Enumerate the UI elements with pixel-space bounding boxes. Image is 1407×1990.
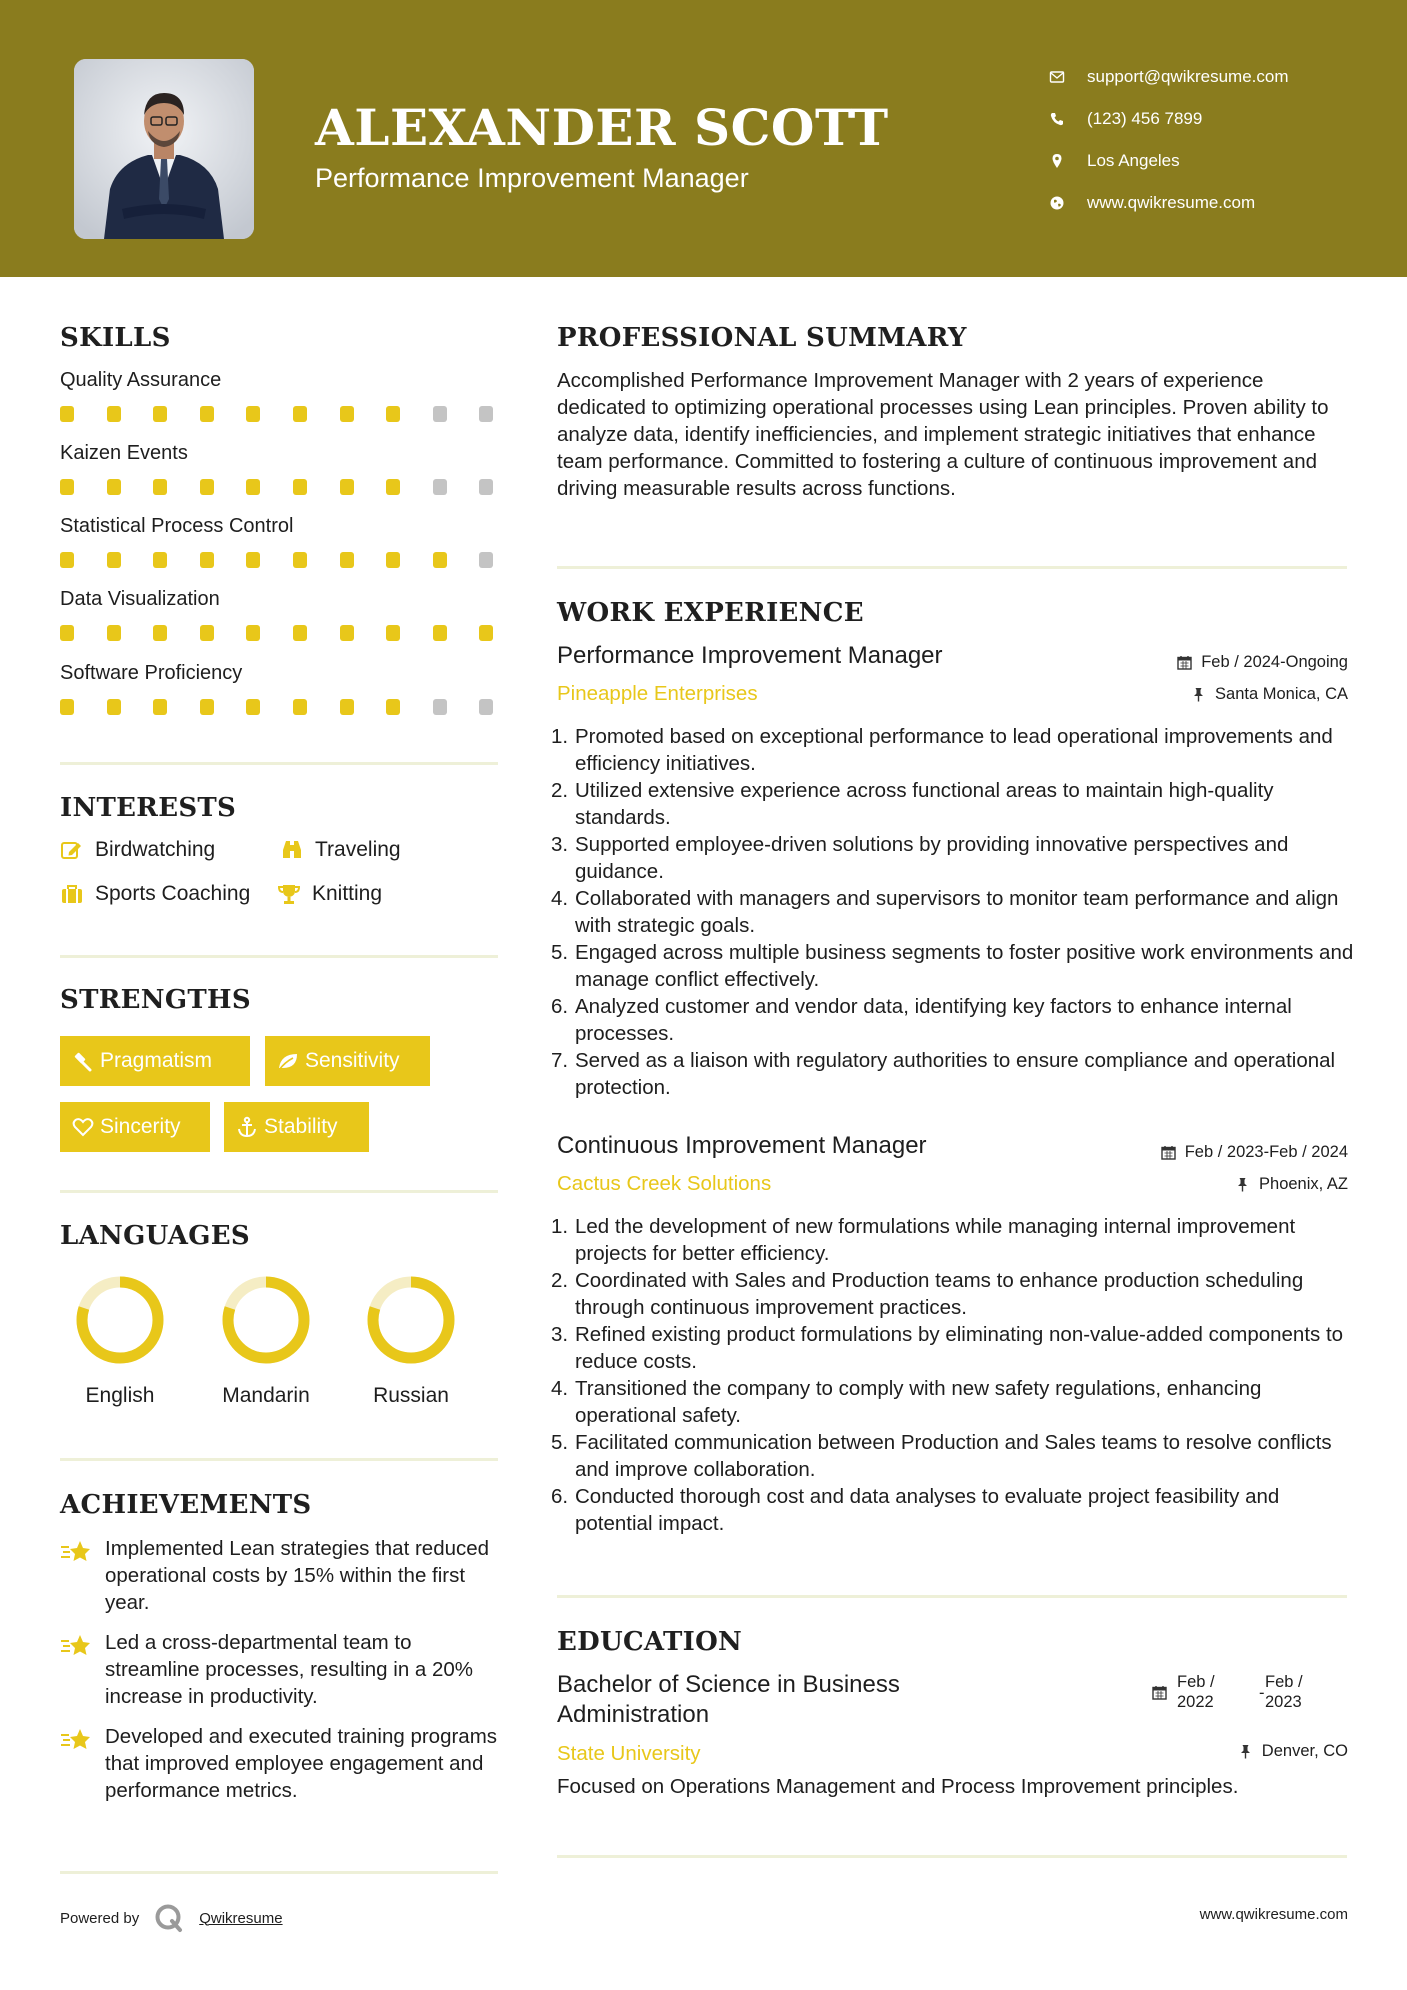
skill-dot-filled — [60, 625, 74, 641]
language-ring — [365, 1274, 457, 1366]
contact-email[interactable] — [1049, 56, 1289, 98]
resume-header — [0, 0, 1407, 277]
star-icon — [60, 1723, 105, 1804]
education-heading: EDUCATION — [557, 1627, 743, 1657]
strengths-heading: STRENGTHS — [60, 985, 251, 1015]
thumbtack-icon — [1235, 1177, 1250, 1192]
achievement-item — [60, 1535, 500, 1616]
language-ring — [74, 1274, 166, 1366]
job-title: Continuous Improvement Manager — [557, 1132, 927, 1159]
phone-icon — [1049, 111, 1087, 127]
skill-dot-filled — [386, 552, 400, 568]
achievements-heading: ACHIEVEMENTS — [60, 1490, 312, 1520]
list-item: Promoted based on exceptional performance to lead operational improvements and efficiency initiatives. — [575, 725, 1333, 775]
contact-location — [1049, 140, 1289, 182]
skill-dot-filled — [200, 406, 214, 422]
skill-dot-filled — [386, 479, 400, 495]
trophy-icon — [277, 882, 312, 906]
education-start-year: 2022 — [1177, 1693, 1214, 1711]
contact-phone[interactable] — [1049, 98, 1289, 140]
pencil-square-icon — [60, 838, 95, 862]
heart-icon — [72, 1116, 100, 1138]
skill-dot-filled — [246, 699, 260, 715]
interest-item — [60, 882, 250, 906]
profile-photo — [74, 59, 254, 239]
list-item: Refined existing product formulations by eliminating non-value-added components to reduce costs. — [575, 1323, 1344, 1373]
skill-dot-empty — [433, 479, 447, 495]
skill-dot-filled — [107, 406, 121, 422]
contact-website-text: www.qwikresume.com — [1087, 193, 1256, 212]
company-name: Cactus Creek Solutions — [557, 1172, 772, 1195]
degree-title-line1: Bachelor of Science in Business — [557, 1671, 900, 1698]
skill-dot-filled — [340, 699, 354, 715]
company-name: Pineapple Enterprises — [557, 682, 758, 705]
achievement-text: Led a cross-departmental team to streamline processes, resulting in a 20% increase in productivity. — [105, 1631, 474, 1708]
section-divider — [557, 1855, 1347, 1858]
list-item: Transitioned the company to comply with new safety regulations, enhancing operational safety. — [575, 1377, 1262, 1427]
powered-by-label: Powered by — [60, 1909, 140, 1927]
education-location — [1238, 1742, 1348, 1761]
skill-dot-filled — [386, 699, 400, 715]
section-divider — [60, 955, 498, 958]
skill-rating — [60, 699, 500, 715]
skill-dot-filled — [293, 406, 307, 422]
person-photo-icon — [74, 59, 254, 239]
experience-heading: WORK EXPERIENCE — [557, 598, 864, 628]
skill-dot-filled — [246, 552, 260, 568]
section-divider — [557, 1595, 1347, 1598]
list-item: Utilized extensive experience across functional areas to maintain high-quality standards. — [575, 779, 1274, 829]
skill-dot-filled — [293, 479, 307, 495]
skill-dot-filled — [200, 625, 214, 641]
strength-label: Stability — [264, 1115, 338, 1138]
star-icon — [60, 1535, 105, 1616]
education-end-year: 2023 — [1265, 1693, 1302, 1711]
interest-item — [277, 882, 382, 906]
education-end-date — [1265, 1672, 1303, 1712]
skill-dot-filled — [433, 625, 447, 641]
skill-dot-filled — [293, 625, 307, 641]
achievement-text: Developed and executed training programs that improved employee engagement and performance metrics. — [105, 1725, 498, 1802]
skill-dot-filled — [107, 479, 121, 495]
section-divider — [60, 762, 498, 765]
skill-name: Statistical Process Control — [60, 515, 294, 537]
skill-dot-filled — [479, 625, 493, 641]
contact-website[interactable] — [1049, 182, 1289, 224]
contact-list — [1049, 56, 1289, 224]
map-marker-icon — [1049, 153, 1087, 169]
language-name: Russian — [373, 1384, 449, 1407]
section-divider — [557, 566, 1347, 569]
interest-label: Traveling — [315, 838, 401, 861]
gavel-icon — [72, 1050, 100, 1072]
strength-label: Sensitivity — [305, 1049, 400, 1072]
contact-email-text: support@qwikresume.com — [1087, 67, 1289, 86]
calendar-icon — [1152, 1674, 1172, 1700]
strength-tag — [60, 1036, 250, 1086]
education-start-date — [1177, 1672, 1215, 1712]
skill-name: Quality Assurance — [60, 369, 222, 391]
powered-by — [60, 1903, 283, 1933]
skill-dot-filled — [107, 552, 121, 568]
skill-dot-filled — [153, 625, 167, 641]
skill-dot-empty — [433, 406, 447, 422]
skill-rating — [60, 479, 500, 495]
thumbtack-icon — [1238, 1744, 1253, 1759]
skill-dot-filled — [153, 406, 167, 422]
skill-dot-filled — [340, 479, 354, 495]
skill-name: Data Visualization — [60, 588, 220, 610]
briefcase-icon — [60, 882, 95, 906]
skill-name: Kaizen Events — [60, 442, 188, 464]
skill-dot-filled — [293, 552, 307, 568]
star-icon — [60, 1629, 105, 1710]
skill-dot-filled — [200, 479, 214, 495]
skill-dot-filled — [107, 625, 121, 641]
binoculars-icon — [280, 838, 315, 862]
skills-heading: SKILLS — [60, 323, 171, 353]
skill-dot-filled — [60, 406, 74, 422]
job-dates — [1177, 653, 1348, 672]
skill-dot-filled — [340, 406, 354, 422]
leaf-icon — [277, 1050, 305, 1072]
strength-tag — [224, 1102, 369, 1152]
list-item: Served as a liaison with regulatory authorities to ensure compliance and operational protection. — [575, 1049, 1336, 1099]
envelope-icon — [1049, 69, 1087, 85]
language-name: English — [85, 1384, 155, 1407]
language-item — [351, 1274, 471, 1408]
achievement-item — [60, 1629, 500, 1710]
language-item — [206, 1274, 326, 1408]
job-dates-text: Feb / 2024-Ongoing — [1201, 653, 1348, 671]
list-item: Conducted thorough cost and data analyses to evaluate project feasibility and potential impact. — [575, 1485, 1280, 1535]
language-item — [60, 1274, 180, 1408]
section-divider — [60, 1871, 498, 1874]
achievement-text: Implemented Lean strategies that reduced operational costs by 15% within the first year. — [105, 1537, 490, 1614]
section-divider — [60, 1458, 498, 1461]
achievement-item — [60, 1723, 500, 1804]
education-location-text: Denver, CO — [1261, 1742, 1348, 1760]
contact-location-text: Los Angeles — [1087, 151, 1180, 170]
interest-item — [280, 838, 401, 862]
job-location — [1191, 685, 1348, 704]
skill-dot-filled — [246, 625, 260, 641]
education-end-month: Feb / — [1265, 1673, 1303, 1691]
skill-dot-filled — [386, 406, 400, 422]
skill-dot-empty — [479, 552, 493, 568]
skill-dot-filled — [60, 552, 74, 568]
skill-rating — [60, 552, 500, 568]
calendar-icon — [1177, 655, 1192, 670]
interest-label: Sports Coaching — [95, 882, 251, 905]
skill-dot-filled — [200, 552, 214, 568]
language-name: Mandarin — [222, 1384, 310, 1407]
job-dates — [1161, 1143, 1348, 1162]
skill-dot-empty — [479, 406, 493, 422]
job-location-text: Santa Monica, CA — [1215, 685, 1348, 703]
skill-dot-empty — [479, 699, 493, 715]
skill-name: Software Proficiency — [60, 662, 243, 684]
skill-dot-empty — [479, 479, 493, 495]
degree-title-line2: Administration — [557, 1701, 710, 1728]
skill-dot-filled — [153, 552, 167, 568]
school-name: State University — [557, 1742, 701, 1765]
interests-heading: INTERESTS — [60, 793, 237, 823]
language-ring — [220, 1274, 312, 1366]
job-responsibilities — [557, 723, 1357, 1101]
footer-website-link[interactable]: www.qwikresume.com — [1199, 1906, 1348, 1923]
qwikresume-logo-icon — [154, 1903, 184, 1933]
strength-label: Sincerity — [100, 1115, 181, 1138]
list-item: Collaborated with managers and supervisors to monitor team performance and align with strategic goals. — [575, 887, 1339, 937]
job-dates-text: Feb / 2023-Feb / 2024 — [1184, 1143, 1348, 1161]
section-divider — [60, 1190, 498, 1193]
skill-dot-filled — [246, 406, 260, 422]
strength-tag — [265, 1036, 430, 1086]
job-location-text: Phoenix, AZ — [1259, 1175, 1348, 1193]
list-item: Facilitated communication between Production and Sales teams to resolve conflicts and improve collaboration. — [575, 1431, 1332, 1481]
list-item: Led the development of new formulations while managing internal improvement projects for better efficiency. — [575, 1215, 1296, 1265]
skill-dot-filled — [107, 699, 121, 715]
skill-dot-empty — [433, 699, 447, 715]
calendar-icon — [1161, 1145, 1176, 1160]
list-item: Coordinated with Sales and Production teams to enhance production scheduling through continuous improvement practices. — [575, 1269, 1304, 1319]
education-description: Focused on Operations Management and Process Improvement principles. — [557, 1775, 1239, 1798]
interest-label: Birdwatching — [95, 838, 216, 861]
skill-rating — [60, 406, 500, 422]
contact-phone-text: (123) 456 7899 — [1087, 109, 1203, 128]
skill-dot-filled — [386, 625, 400, 641]
skill-dot-filled — [60, 479, 74, 495]
education-date-separator: - — [1259, 1684, 1265, 1702]
skill-dot-filled — [293, 699, 307, 715]
summary-text: Accomplished Performance Improvement Manager with 2 years of experience dedicated to optimizing operational processes using Lean principles. Proven ability to analyze data, identify inefficiencies, and implement strategic initiatives that enhance team performance. Committed to fostering a culture of continuous improvement and driving measurable results across functions. — [557, 369, 1329, 500]
skill-dot-filled — [153, 479, 167, 495]
skill-dot-filled — [153, 699, 167, 715]
list-item: Engaged across multiple business segments to foster positive work environments and manage conflict effectively. — [575, 941, 1354, 991]
qwikresume-link[interactable]: Qwikresume — [199, 1909, 283, 1927]
skill-dot-filled — [246, 479, 260, 495]
job-location — [1235, 1175, 1348, 1194]
strength-label: Pragmatism — [100, 1049, 213, 1072]
skill-dot-filled — [433, 552, 447, 568]
job-responsibilities — [557, 1213, 1357, 1537]
interest-label: Knitting — [312, 882, 383, 905]
candidate-name: ALEXANDER SCOTT — [315, 98, 889, 157]
strength-tag — [60, 1102, 210, 1152]
skill-dot-filled — [340, 625, 354, 641]
candidate-title: Performance Improvement Manager — [315, 163, 749, 193]
skill-dot-filled — [200, 699, 214, 715]
interest-item — [60, 838, 215, 862]
education-start-month: Feb / — [1177, 1673, 1215, 1691]
list-item: Supported employee-driven solutions by providing innovative perspectives and guidance. — [575, 833, 1289, 883]
summary-heading: PROFESSIONAL SUMMARY — [557, 323, 967, 353]
skill-dot-filled — [60, 699, 74, 715]
skill-dot-filled — [340, 552, 354, 568]
languages-heading: LANGUAGES — [60, 1221, 250, 1251]
list-item: Analyzed customer and vendor data, identifying key factors to enhance internal processes. — [575, 995, 1292, 1045]
globe-icon — [1049, 195, 1087, 211]
skill-rating — [60, 625, 500, 641]
job-title: Performance Improvement Manager — [557, 642, 943, 669]
anchor-icon — [236, 1116, 264, 1138]
thumbtack-icon — [1191, 687, 1206, 702]
